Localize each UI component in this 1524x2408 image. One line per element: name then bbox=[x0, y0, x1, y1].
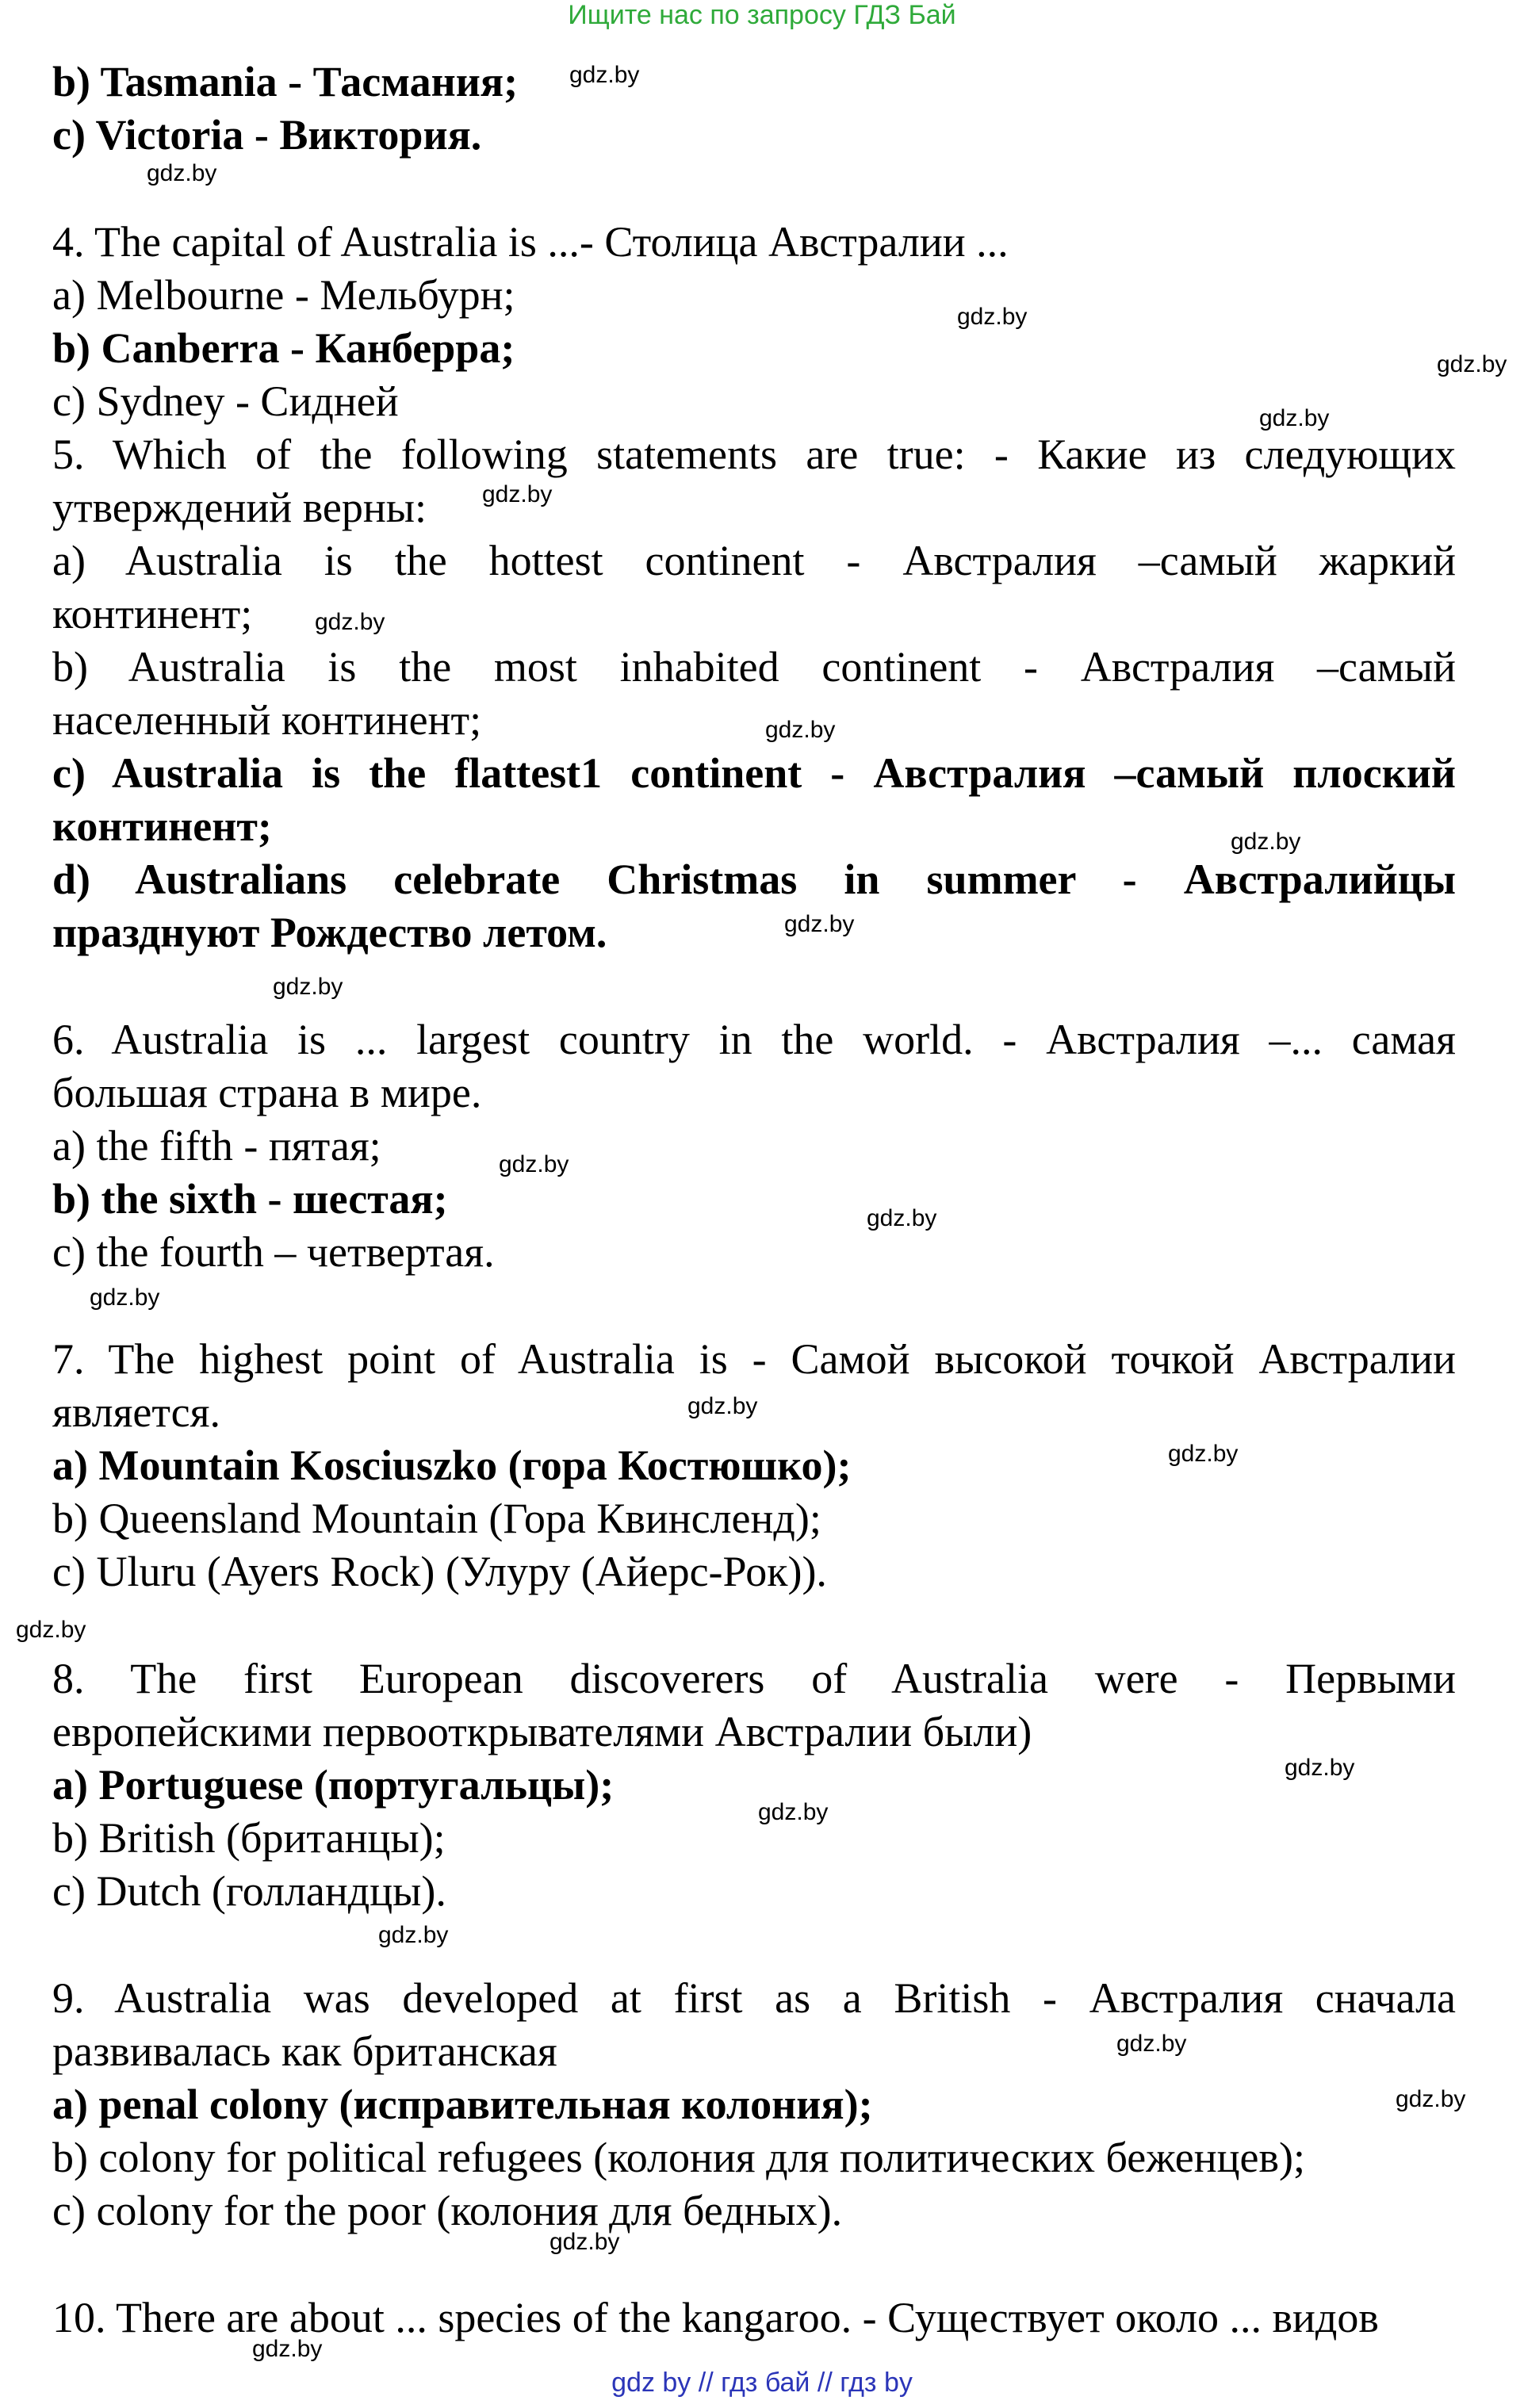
watermark: gdz.by bbox=[1231, 829, 1301, 855]
text-line: a) Melbourne - Мельбурн; bbox=[52, 271, 515, 319]
watermark: gdz.by bbox=[378, 1922, 449, 1948]
text-line: a) the fifth - пятая; bbox=[52, 1122, 381, 1170]
watermark: gdz.by bbox=[549, 2229, 620, 2255]
watermark: gdz.by bbox=[1437, 351, 1507, 377]
watermark: gdz.by bbox=[147, 160, 217, 186]
text-line: a) Portuguese (португальцы); bbox=[52, 1761, 615, 1809]
text-line: 9. Australia was developed at first as a British - Австралия сначала bbox=[52, 1974, 1456, 2022]
watermark: gdz.by bbox=[90, 1284, 160, 1311]
watermark: gdz.by bbox=[784, 911, 855, 937]
text-line: c) the fourth – четвертая. bbox=[52, 1228, 495, 1276]
text-line: утверждений верны: bbox=[52, 484, 427, 531]
watermark: gdz.by bbox=[765, 717, 836, 743]
text-line: b) Australia is the most inhabited continent - Австралия –самый bbox=[52, 643, 1456, 691]
text-line: 10. There are about ... species of the kangaroo. - Существует около ... видов bbox=[52, 2294, 1379, 2341]
text-line: 6. Australia is ... largest country in the world. - Австралия –... самая bbox=[52, 1016, 1456, 1063]
text-line: населенный континент; bbox=[52, 696, 482, 744]
watermark: gdz.by bbox=[252, 2336, 323, 2362]
watermark: gdz.by bbox=[315, 609, 385, 635]
watermark: gdz.by bbox=[273, 974, 343, 1000]
watermark: gdz.by bbox=[1396, 2086, 1466, 2112]
text-line: b) Queensland Mountain (Гора Квинсленд); bbox=[52, 1495, 821, 1542]
text-line: b) Canberra - Канберра; bbox=[52, 324, 515, 372]
watermark: gdz.by bbox=[482, 481, 553, 507]
watermark: gdz.by bbox=[1285, 1755, 1355, 1781]
text-line: европейскими первооткрывателями Австралии были) bbox=[52, 1708, 1032, 1755]
watermark: gdz.by bbox=[867, 1205, 937, 1231]
text-line: большая страна в мире. bbox=[52, 1069, 482, 1116]
text-line: c) Australia is the flattest1 continent - Австралия –самый плоский bbox=[52, 749, 1456, 797]
text-line: развивалась как британская bbox=[52, 2027, 557, 2075]
text-line: 4. The capital of Australia is ...- Столица Австралии ... bbox=[52, 218, 1009, 266]
watermark: gdz.by bbox=[957, 304, 1028, 330]
text-line: b) Tasmania - Тасмания; bbox=[52, 58, 519, 105]
watermark: gdz.by bbox=[687, 1393, 758, 1419]
text-line: c) Uluru (Ayers Rock) (Улуру (Айерс-Рок)). bbox=[52, 1548, 827, 1595]
text-line: b) British (британцы); bbox=[52, 1814, 446, 1862]
text-line: является. bbox=[52, 1388, 220, 1436]
text-line: c) Sydney - Сидней bbox=[52, 377, 399, 425]
text-line: b) the sixth - шестая; bbox=[52, 1175, 448, 1223]
text-line: a) Mountain Kosciuszko (гора Костюшко); bbox=[52, 1441, 852, 1489]
text-line: 5. Which of the following statements are true: - Какие из следующих bbox=[52, 431, 1456, 478]
watermark: gdz.by bbox=[1259, 405, 1330, 431]
footer-links[interactable]: gdz by // гдз бай // гдз by bbox=[611, 2368, 913, 2398]
watermark: gdz.by bbox=[1116, 2031, 1187, 2057]
watermark: gdz.by bbox=[1168, 1441, 1239, 1467]
watermark: gdz.by bbox=[499, 1151, 569, 1177]
text-line: a) Australia is the hottest continent - Австралия –самый жаркий bbox=[52, 537, 1456, 584]
text-line: c) Dutch (голландцы). bbox=[52, 1867, 446, 1915]
text-line: 8. The first European discoverers of Australia were - Первыми bbox=[52, 1655, 1456, 1702]
text-line: a) penal colony (исправительная колония); bbox=[52, 2081, 873, 2128]
text-line: d) Australians celebrate Christmas in summer - Австралийцы bbox=[52, 856, 1456, 903]
text-line: c) colony for the poor (колония для бедных). bbox=[52, 2187, 843, 2234]
watermark: gdz.by bbox=[569, 62, 640, 88]
top-banner: Ищите нас по запросу ГДЗ Бай bbox=[568, 0, 956, 30]
watermark: gdz.by bbox=[758, 1799, 829, 1825]
text-line: празднуют Рождество летом. bbox=[52, 909, 607, 956]
text-line: континент; bbox=[52, 590, 253, 637]
watermark: gdz.by bbox=[16, 1617, 86, 1643]
text-line: континент; bbox=[52, 802, 272, 850]
text-line: c) Victoria - Виктория. bbox=[52, 111, 482, 159]
text-line: 7. The highest point of Australia is - Самой высокой точкой Австралии bbox=[52, 1335, 1456, 1383]
text-line: b) colony for political refugees (колония для политических беженцев); bbox=[52, 2134, 1306, 2181]
